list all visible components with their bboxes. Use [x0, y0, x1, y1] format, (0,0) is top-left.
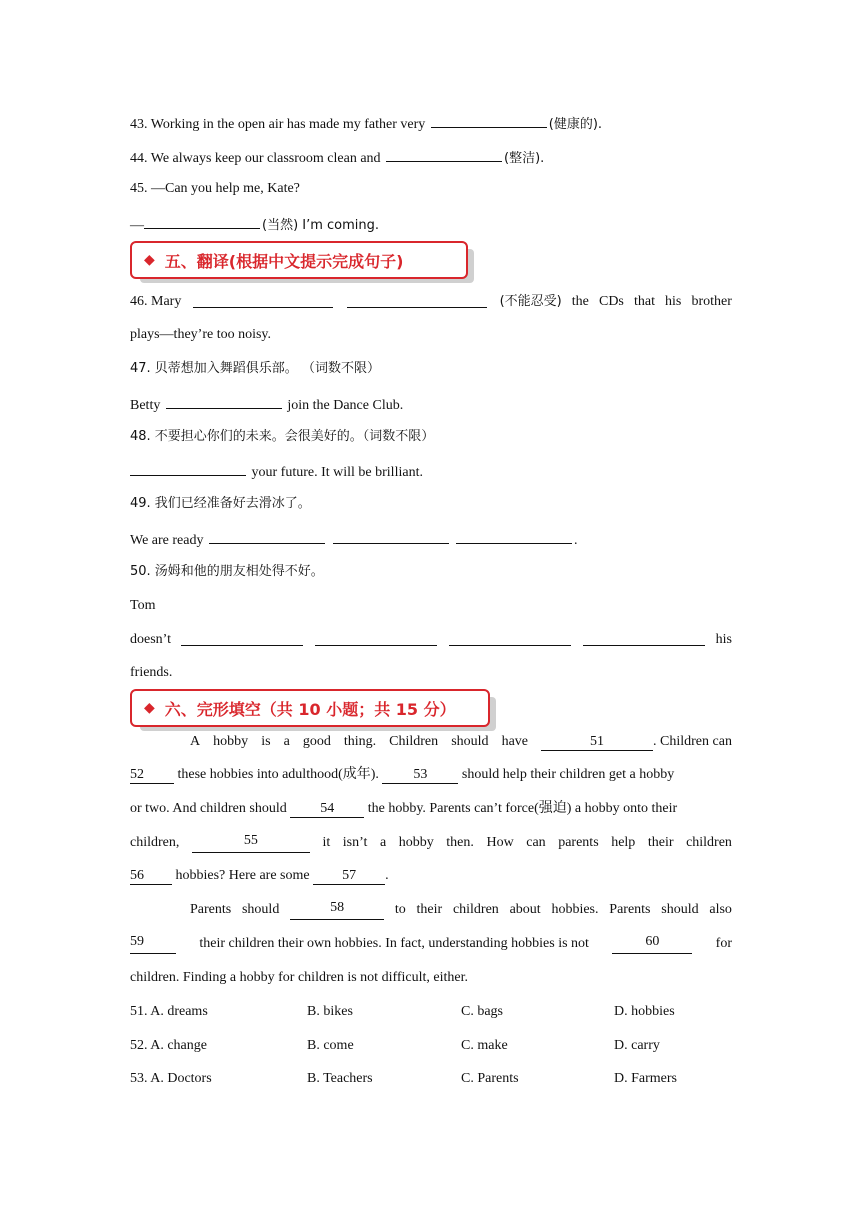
option-b[interactable]: B. Teachers	[307, 1071, 373, 1086]
passage-line: or two. And children should 54 the hobby. Parents can’t force(强迫) a hobby onto their	[130, 801, 678, 816]
option-a[interactable]: A. dreams	[150, 1004, 208, 1019]
answer-blank[interactable]	[333, 528, 449, 544]
option-d[interactable]: D. hobbies	[614, 1004, 675, 1019]
passage-line: children, 55 it isn’t a hobby then. How can parents help their children	[130, 833, 732, 853]
blank-52[interactable]: 52	[130, 767, 174, 784]
question-50-line1: Tom	[130, 598, 156, 613]
question-45: 45. —Can you help me, Kate?	[130, 181, 300, 196]
answer-blank[interactable]	[144, 213, 260, 229]
option-b[interactable]: B. come	[307, 1038, 354, 1053]
blank-56[interactable]: 56	[130, 868, 172, 885]
blank-55[interactable]: 55	[192, 833, 310, 853]
passage-line: Parents should 58 to their children about hobbies. Parents should also	[190, 900, 732, 920]
option-d[interactable]: D. Farmers	[614, 1071, 677, 1086]
question-50-line3: friends.	[130, 665, 173, 680]
blank-54[interactable]: 54	[290, 801, 364, 818]
answer-blank[interactable]	[209, 528, 325, 544]
diamond-icon: ◆	[144, 252, 155, 268]
answer-blank[interactable]	[583, 630, 705, 646]
question-47-prompt: 47. 贝蒂想加入舞蹈俱乐部。 （词数不限）	[130, 361, 380, 376]
passage-line: A hobby is a good thing. Children should have 51 . Children can	[190, 734, 732, 749]
blank-53[interactable]: 53	[382, 767, 458, 784]
question-47: Betty join the Dance Club.	[130, 393, 732, 416]
answer-blank[interactable]	[193, 292, 333, 308]
section-6-header: ◆ 六、完形填空（共 10 小题；共 15 分）	[130, 689, 490, 727]
answer-blank[interactable]	[449, 630, 571, 646]
question-49-prompt: 49. 我们已经准备好去滑冰了。	[130, 496, 311, 511]
blank-59[interactable]: 59	[130, 934, 176, 954]
question-46-line2: plays—they’re too noisy.	[130, 327, 272, 342]
option-c[interactable]: C. bags	[461, 1004, 503, 1019]
option-c[interactable]: C. Parents	[461, 1071, 519, 1086]
option-c[interactable]: C. make	[461, 1038, 508, 1053]
blank-51[interactable]: 51	[541, 734, 653, 751]
option-a[interactable]: A. change	[150, 1038, 207, 1053]
answer-blank[interactable]	[456, 528, 572, 544]
question-45-answer-line: — (当然) I’m coming.	[130, 213, 732, 236]
blank-60[interactable]: 60	[612, 934, 692, 954]
answer-blank[interactable]	[386, 146, 502, 162]
question-49: We are ready .	[130, 528, 732, 551]
section-5-header: ◆ 五、翻译(根据中文提示完成句子)	[130, 241, 468, 279]
question-43: 43. Working in the open air has made my father very (健康的).	[130, 112, 732, 135]
question-48: your future. It will be brilliant.	[130, 460, 732, 483]
answer-blank[interactable]	[315, 630, 437, 646]
question-50-prompt: 50. 汤姆和他的朋友相处得不好。	[130, 564, 324, 579]
question-46: 46. Mary (不能忍受) the CDs that his brother	[130, 294, 732, 309]
blank-58[interactable]: 58	[290, 900, 384, 920]
option-a[interactable]: A. Doctors	[150, 1071, 212, 1086]
question-50: doesn’t his	[130, 632, 732, 647]
answer-blank[interactable]	[181, 630, 303, 646]
answer-blank[interactable]	[347, 292, 487, 308]
answer-blank[interactable]	[130, 460, 246, 476]
option-b[interactable]: B. bikes	[307, 1004, 353, 1019]
question-44: 44. We always keep our classroom clean and (整洁).	[130, 146, 732, 169]
answer-blank[interactable]	[166, 393, 282, 409]
blank-57[interactable]: 57	[313, 868, 385, 885]
answer-blank[interactable]	[431, 112, 547, 128]
passage-line: 52 these hobbies into adulthood(成年). 53 should help their children get a hobby	[130, 767, 675, 782]
diamond-icon: ◆	[144, 700, 155, 716]
passage-line: children. Finding a hobby for children is not difficult, either.	[130, 970, 469, 985]
option-d[interactable]: D. carry	[614, 1038, 660, 1053]
question-48-prompt: 48. 不要担心你们的未来。会很美好的。（词数不限）	[130, 429, 435, 444]
passage-line: 59 their children their own hobbies. In fact, understanding hobbies is not 60 for	[130, 934, 732, 954]
passage-line: 56 hobbies? Here are some 57 .	[130, 868, 389, 883]
